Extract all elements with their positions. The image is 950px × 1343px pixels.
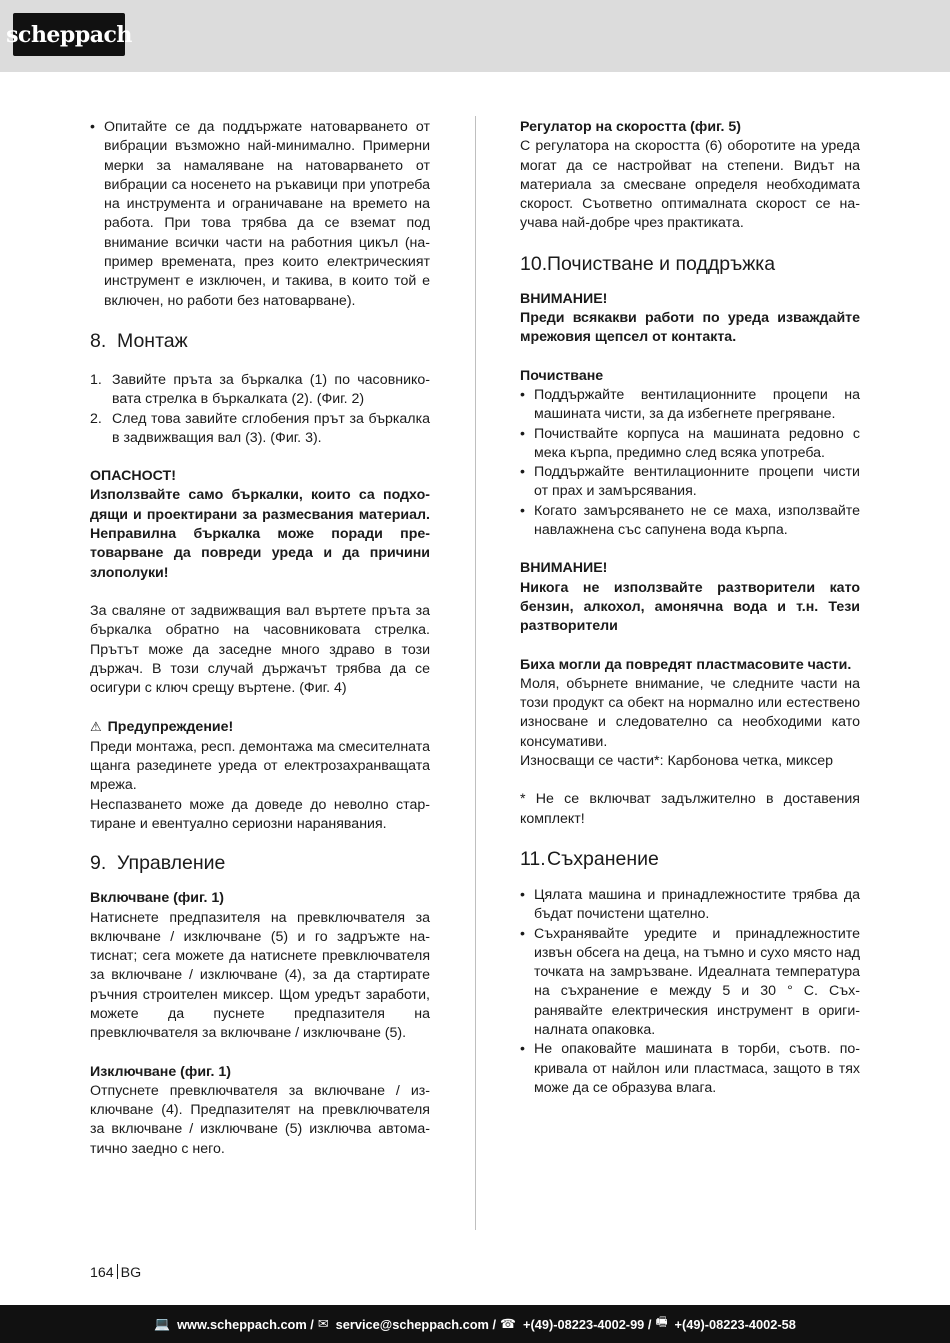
attention-text-continued: Биха могли да повредят пластмасовите части. [520, 656, 852, 673]
list-item: • Не опаковайте машината в торби, съотв. покривала от найлон или пластмаса, защото в тях може да се образува влага. [520, 1041, 860, 1096]
removal-text: За сваляне от задвижващия вал въртете пръта за бъркалка обратно на часовниковата стрелка. Прътът може да заседне много здраво в този държач. В този случай държачът трябва да се осигури с ключ срещу въртене. (Фиг. 4) [90, 602, 430, 697]
switch-off-label: Изключване (фиг. 1) [90, 1063, 232, 1080]
website-link[interactable]: www.scheppach.com / [177, 1316, 314, 1332]
switch-off-text: Отпуснете превключвателя за включване / изключване (4). Предпазителят на превключвателя за включване / изключване (5) изключва автоматично заедно с него. [90, 1082, 430, 1157]
fax-number: +(49)-08223-4002-58 [674, 1316, 796, 1332]
column-divider [475, 116, 476, 1230]
computer-icon: 💻 [154, 1316, 171, 1331]
brand-logo: scheppach [13, 13, 125, 56]
danger-label: ОПАСНОСТ! [90, 468, 176, 485]
list-item: • Съхранявайте уредите и принадлежностите извън обсега на деца, на тъмно и сухо място над точката на замръзване. Идеалната температура на съхранение е между 5 и 30 ° С. Съхранявайте електрическия инструмент в оригиналната опаковка. [520, 925, 860, 1038]
cleaning-label: Почистване [520, 367, 604, 384]
switch-on-text: Натиснете предпазителя на превключвателя за включване / изключване (5) и го задръжте натиснат; сега можете да натиснете превключвателя за включване / изключване (4), за да стартирате ръчния строителен миксер. Щом уредът заработи, можете да пуснете предпазителя на превключвателя за включване / изключване (5). [90, 909, 430, 1042]
list-item: 1. Завийте пръта за бъркалка (1) по часовниковата стрелка в бъркалката (2). (Фиг. 2) [90, 371, 430, 408]
section-heading-11: 11. Съхранение [520, 847, 659, 870]
section-heading-9: 9. Управление [90, 852, 226, 875]
speed-label: Регулатор на скоростта (фиг. 5) [520, 119, 742, 135]
list-item: • Поддържайте вентилационните процепи чисти от прах и замърсявания. [520, 464, 860, 500]
email-link[interactable]: service@scheppach.com / [335, 1316, 497, 1332]
page-header [0, 0, 950, 72]
speed-text: С регулатора на скоростта (6) оборотите на уреда могат да се настройват на степени. Видът на материала за смесване определя необходимата скорост. Съответно оптималната скорост се научава най-добре чрез практиката. [520, 138, 860, 232]
list-item: • Когато замърсяването не се маха, използвайте навлажнена със сапунена вода кърпа. [520, 502, 860, 539]
attention-label: ВНИМАНИЕ! [520, 560, 608, 577]
list-item: 2. След това завийте сглобения прът за бъркалка в задвижващия вал (3). (Фиг. 3). [90, 410, 430, 446]
page-number: 164 BG [90, 1265, 142, 1281]
danger-text: Използвайте само бъркалки, които са подходящи и проектирани за размесвания материал. Неправилна бъркалка може поради претоварване да повреди уреда и да причини злополуки! [90, 487, 430, 581]
section-heading-8: 8. Монтаж [90, 329, 188, 352]
page-footer [0, 1305, 950, 1343]
section-heading-10: 10. Почистване и поддръжка [520, 252, 776, 275]
wear-parts: Износващи се части*: Карбонова четка, миксер [520, 753, 833, 770]
warning-label: ⚠ Предупреждение! [90, 719, 234, 736]
intro-list [90, 118, 430, 311]
left-column [90, 118, 430, 1159]
wear-text: Моля, обърнете внимание, че следните части на този продукт са обект на нормално или естествено износване и следователно са необходими като консумативи. [520, 675, 860, 750]
footnote: * Не се включват задължително в доставения комплект! [520, 791, 860, 827]
attention-text: Преди всякакви работи по уреда изваждайте мрежовия щепсел от контакта. [520, 310, 860, 346]
list-item: • Опитайте се да поддържате натоварването от вибрации възможно най-минимално. Примерни мерки за намаляване на натоварването от вибрации са носенето на ръкавици при употреба на инструмента и ограничаване на времето на работа. При това трябва да се вземат под внимание всички части на работния цикъл (например времената, през които електрическият инструмент е изключен, и такива, в които той е включен, но работи без натоварване). [90, 119, 430, 309]
phone-icon: ☎ [500, 1316, 516, 1331]
storage-list [520, 886, 860, 1098]
cleaning-list [520, 386, 860, 540]
warning-text: Неспазването може да доведе до неволно стартиране и евентуално сериозни наранявания. [90, 796, 430, 832]
warning-text: Преди монтажа, респ. демонтажа ма смесителната щанга разединете уреда от електрозахранващата мрежа. [90, 738, 430, 794]
assembly-steps [90, 371, 430, 448]
switch-on-label: Включване (фиг. 1) [90, 890, 225, 907]
list-item: • Поддържайте вентилационните процепи на машината чисти, за да избегнете прегряване. [520, 386, 860, 423]
list-item: • Цялата машина и принадлежностите трябва да бъдат почистени щателно. [520, 886, 860, 923]
list-item: • Почиствайте корпуса на машината редовно с мека кърпа, предимно след всяка употреба. [520, 425, 860, 461]
attention-text: Никога не използвайте разтворители като бензин, алкохол, амонячна вода и т.н. Тези разтворители [520, 579, 860, 635]
phone-number: +(49)-08223-4002-99 / [523, 1316, 652, 1332]
mail-icon: ✉ [317, 1316, 329, 1331]
right-column [520, 118, 860, 1098]
warning-icon: ⚠ [90, 719, 102, 735]
attention-label: ВНИМАНИЕ! [520, 290, 608, 307]
fax-icon: 🖷 [655, 1314, 668, 1329]
